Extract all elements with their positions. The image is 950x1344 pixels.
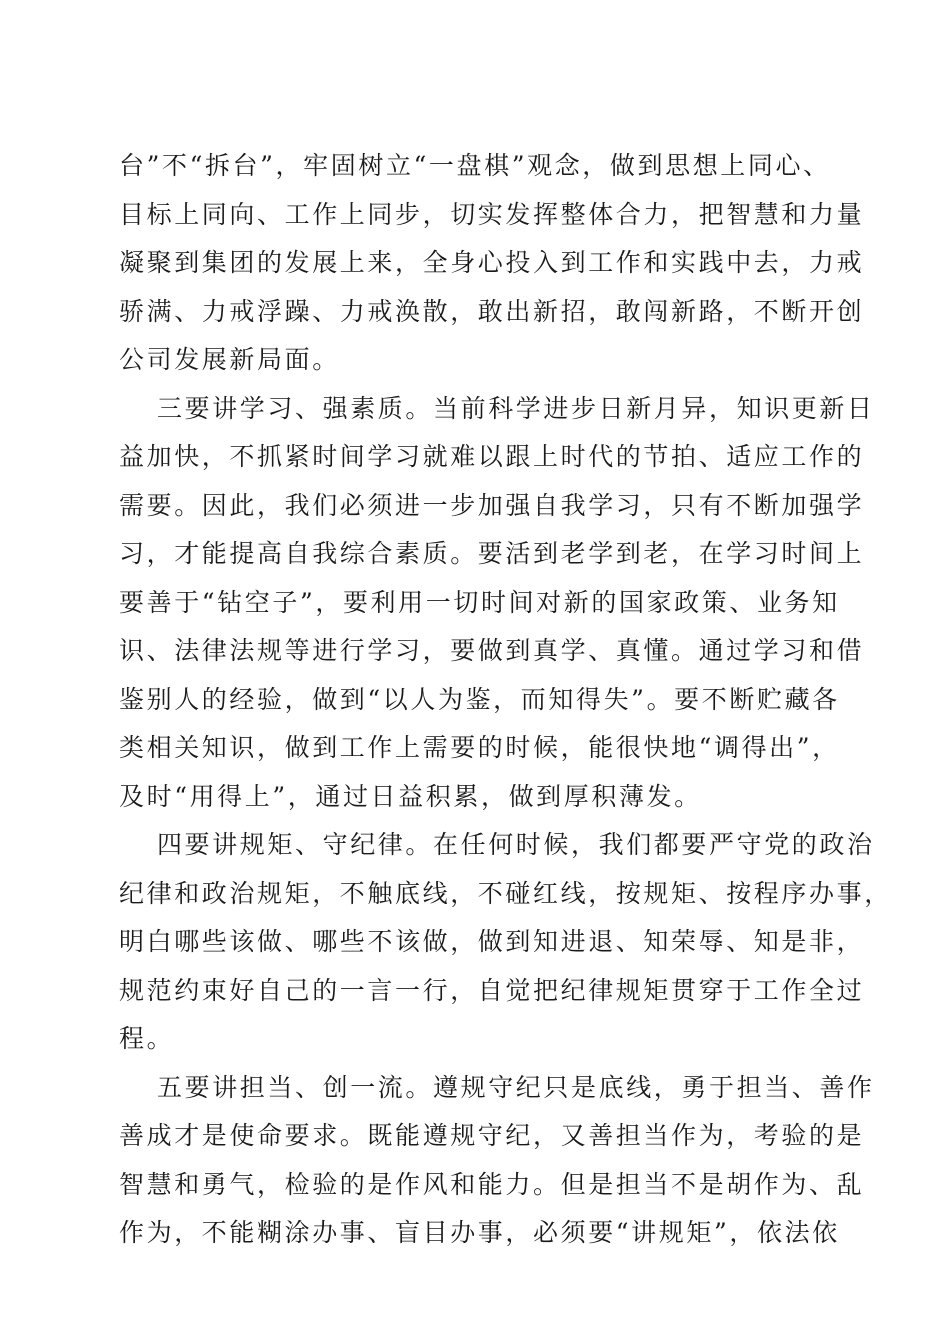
text-line: 凝聚到集团的发展上来，全身心投入到工作和实践中去，力戒 — [119, 248, 865, 277]
text-line: 习，才能提高自我综合素质。要活到老学到老，在学习时间上 — [119, 539, 865, 568]
text-line: 智慧和勇气，检验的是作风和能力。但是担当不是胡作为、乱 — [119, 1169, 865, 1199]
text-line: 及时“用得上”，通过日益积累，做到厚积薄发。 — [119, 781, 702, 811]
text-line: 需要。因此，我们必须进一步加强自我学习，只有不断加强学 — [119, 490, 865, 520]
text-line: 作为，不能糊涂办事、盲目办事，必须要“讲规矩”，依法依 — [119, 1218, 840, 1247]
text-line: 规范约束好自己的一言一行，自觉把纪律规矩贯穿于工作全过 — [119, 975, 865, 1005]
text-line: 善成才是使命要求。既能遵规守纪，又善担当作为，考验的是 — [119, 1121, 865, 1150]
text-line: 公司发展新局面。 — [119, 345, 340, 374]
text-line: 益加快，不抓紧时间学习就难以跟上时代的节拍、适应工作的 — [119, 442, 865, 471]
paragraph-start-line: 三要讲学习、强素质。当前科学进步日新月异，知识更新日 — [157, 393, 875, 423]
text-line: 纪律和政治规矩，不触底线，不碰红线，按规矩、按程序办事， — [119, 878, 892, 908]
paragraph-start-line: 五要讲担当、创一流。遵规守纪只是底线，勇于担当、善作 — [157, 1072, 875, 1102]
text-line: 识、法律法规等进行学习，要做到真学、真懂。通过学习和借 — [119, 636, 865, 665]
text-line: 台”不“拆台”，牢固树立“一盘棋”观念，做到思想上同心、 — [119, 151, 831, 180]
text-line: 程。 — [119, 1024, 175, 1053]
text-line: 类相关知识，做到工作上需要的时候，能很快地“调得出”， — [119, 733, 840, 762]
text-line: 明白哪些该做、哪些不该做，做到知进退、知荣辱、知是非， — [119, 927, 865, 956]
document-body — [119, 142, 892, 1258]
text-line: 要善于“钻空子”，要利用一切时间对新的国家政策、业务知 — [119, 587, 840, 617]
text-line: 骄满、力戒浮躁、力戒涣散，敢出新招，敢闯新路，不断开创 — [119, 296, 865, 326]
text-line: 目标上同向、工作上同步，切实发挥整体合力，把智慧和力量 — [119, 199, 865, 229]
paragraph-start-line: 四要讲规矩、守纪律。在任何时候，我们都要严守党的政治 — [157, 830, 875, 859]
text-line: 鉴别人的经验，做到“以人为鉴，而知得失”。要不断贮藏各 — [119, 684, 840, 714]
